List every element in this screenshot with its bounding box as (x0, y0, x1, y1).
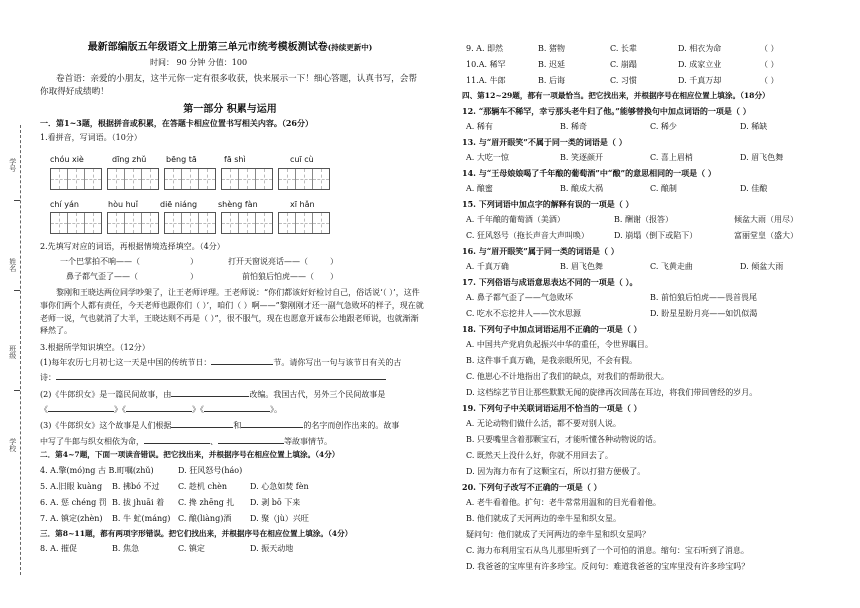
answer-paren[interactable]: （ ） (760, 76, 779, 85)
title-note: (持续更新中) (327, 43, 373, 52)
q17-option-d[interactable]: D. 盼星星盼月亮——如饥似渴 (650, 309, 758, 318)
q3-text: (1)每年农历七月初七这一天是中国的传统节日： (40, 358, 212, 367)
q13-option-b[interactable]: B. 笑逐颜开 (560, 153, 603, 162)
q14-option-c[interactable]: C. 酿制 (650, 184, 677, 193)
q12-option-d[interactable]: D. 稀缺 (740, 122, 768, 131)
q9-option-c[interactable]: C. 长辈 (610, 44, 637, 53)
q2-item: 一个巴掌拍不响——（ (60, 257, 140, 266)
q5-option-d[interactable]: D. 心急如焚 fèn (250, 482, 309, 491)
blank[interactable] (126, 411, 192, 412)
section-1-heading: 一．第1~3题，根据拼音或积累，在答题卡相应位置书写相关内容。（26分） (40, 118, 313, 128)
answer-grid[interactable] (221, 168, 273, 190)
q20-stem: 20. 下列句子改写不正确的一项是（ ） (462, 482, 602, 492)
q6-option-c[interactable]: C. 搀 zhēng 扎 (178, 498, 235, 507)
q20-option-a[interactable]: A. 老牛看着他。扩句：老牛常常用温和的目光看着他。 (466, 498, 661, 507)
q20-option-d[interactable]: D. 我爸爸的宝库里有许多珍宝。反问句：难道我爸爸的宝库里没有许多珍宝吗？ (466, 562, 750, 571)
q2-passage-1: 黎刚和王晓达两位同学吵架了，让王老师评理。王老师说：“你们都该好好检讨自己，俗话说‘（ ）’，这件事你们两个人都有责任，今天老师也跟你们（ ）’， (40, 288, 420, 310)
margin-label-xuexiao: 学校 (8, 438, 17, 452)
q16-stem: 16. 与“眉开眼笑”属于同一类的词语是（ ） (462, 246, 619, 256)
q18-option-a[interactable]: A. 中国共产党肩负起振兴中华的重任，令世界瞩目。 (466, 340, 653, 349)
q12-option-a[interactable]: A. 稀有 (466, 122, 493, 131)
margin-label-xuehao: 学号 (8, 158, 17, 172)
q11-option-c[interactable]: C. 习惯 (610, 76, 637, 85)
q16-option-b[interactable]: B. 眉飞色舞 (560, 262, 603, 271)
q9-option-a[interactable]: 9. A. 即然 (466, 44, 504, 53)
pinyin: shèng fàn (218, 200, 258, 209)
tear-line (20, 125, 21, 575)
q3-text: (3)《牛郎织女》这个故事是人们根据 (40, 421, 172, 430)
pinyin: chóu xiè (50, 155, 84, 164)
q3-line (40, 390, 385, 400)
answer-grid[interactable] (278, 212, 330, 234)
q11-option-d[interactable]: D. 千真万却 (678, 76, 722, 85)
blank[interactable] (218, 443, 284, 444)
margin-label-banji: 班级 (8, 345, 17, 359)
blank[interactable] (56, 379, 386, 380)
q19-stem: 19. 下列句子中关联词语运用不恰当的一项是（ ） (462, 403, 642, 413)
q8-option-d[interactable]: D. 振天动地 (250, 544, 294, 553)
q19-option-b[interactable]: B. 只要嘴里含着那颗宝石，才能听懂各种动物说的话。 (466, 435, 661, 444)
paren: ） (190, 257, 198, 266)
pinyin: xī hǎn (290, 200, 315, 209)
answer-grid[interactable] (278, 168, 330, 190)
q10-option-b[interactable]: B. 迟延 (538, 60, 565, 69)
answer-grid[interactable] (50, 168, 102, 190)
q11-option-b[interactable]: B. 后诲 (538, 76, 565, 85)
pinyin: chí yán (50, 200, 79, 209)
section-2-heading: 二．第4~7题，下面一项读音错误。把它找出来，并根据序号在相应位置上填涂。（4分） (40, 450, 340, 459)
pinyin: hòu huǐ (108, 200, 138, 209)
blank[interactable] (241, 427, 303, 428)
q3-text: 的名字而创作出来的。故事 (303, 421, 400, 430)
q3-line (40, 358, 401, 368)
margin-rule (14, 290, 20, 291)
q7-option-c[interactable]: C. 酿(liàng)酒 (178, 514, 232, 523)
q3-label: 3.根据所学知识填空。（12分） (40, 343, 150, 352)
q17-stem: 17. 下列俗语与成语意思表达不同的一项是（ ）。 (462, 277, 638, 287)
q15-stem: 15. 下列词语中加点字的解释有误的一项是（ ） (462, 199, 634, 209)
q14-stem: 14. 与“王母娘娘喝了千年酿的葡萄酒”中“酿”的意思相同的一项是（ ） (462, 168, 716, 178)
binding-margin (0, 0, 34, 608)
q20-option-c[interactable]: C. 海力布利用宝石从鸟儿那里听到了一个可怕的消息。缩句：宝石听到了消息。 (466, 546, 749, 555)
q18-option-b[interactable]: B. 这件事千真万确，是我亲眼所见，不会有假。 (466, 356, 637, 365)
q3-line (40, 437, 332, 447)
blank[interactable] (171, 396, 249, 397)
blank[interactable] (48, 411, 114, 412)
answer-grid[interactable] (164, 168, 216, 190)
q15-option-b2[interactable]: 倾盆大雨（用尽） (734, 215, 798, 224)
exam-title (40, 42, 420, 55)
q3-text: 》《 (114, 405, 126, 414)
q2-item: 前怕狼后怕虎——（ (242, 272, 314, 281)
q18-stem: 18. 下列句子中加点词语运用不正确的一项是（ ） (462, 324, 642, 334)
q19-option-c[interactable]: C. 既然天上没什么好，你就不用回去了。 (466, 451, 613, 460)
answer-grid[interactable] (107, 168, 159, 190)
q8-option-c[interactable]: C. 镇定 (178, 544, 205, 553)
q7-option-b[interactable]: B. 牛 虻(máng) (112, 514, 171, 523)
q3-text: 和 (233, 421, 242, 430)
q10-option-d[interactable]: D. 成家立业 (678, 60, 722, 69)
q3-text: 》。 (270, 405, 282, 414)
q13-option-d[interactable]: D. 眉飞色舞 (740, 153, 784, 162)
q12-stem: 12. “那辆车不稀罕，幸亏那头老牛归了他。”能够替换句中加点词语的一项是（ ） (462, 106, 751, 116)
q18-option-c[interactable]: C. 他崽心不计地指出了我们的缺点，对我们的帮助很大。 (466, 372, 669, 381)
q6-option-d[interactable]: D. 剥 bō 下来 (250, 498, 301, 507)
q15-option-c[interactable]: C. 狂风怒号（拖长声音大声叫唤） (466, 231, 589, 240)
blank[interactable] (204, 411, 270, 412)
q13-option-a[interactable]: A. 大吃一惊 (466, 153, 509, 162)
q1-label: 1.看拼音，写词语。（10分） (40, 133, 142, 142)
q14-option-d[interactable]: D. 佳酿 (740, 184, 768, 193)
q14-option-a[interactable]: A. 酿蜜 (466, 184, 493, 193)
section-4-heading: 四、第12~29题，都有一项最恰当。把它找出来，并根据序号在相应位置上填涂。（18分） (462, 91, 770, 100)
q9-option-b[interactable]: B. 猪物 (538, 44, 565, 53)
q5-option-a[interactable]: 5. A.旧眼 kuàng (40, 482, 103, 491)
q15-option-d[interactable]: D. 崩塌（倒下或陷下） (614, 231, 698, 240)
q14-option-b[interactable]: B. 酿成大祸 (560, 184, 603, 193)
q3-text: 节。请你写出一句与该节日有关的古 (273, 358, 402, 367)
blank[interactable] (144, 443, 210, 444)
q11-option-a[interactable]: 11.A. 牛郎 (466, 76, 506, 85)
paren: ） (190, 272, 198, 281)
q19-option-d[interactable]: D. 因为海力布有了这颗宝石，所以打猎方便极了。 (466, 467, 646, 476)
q9-option-d[interactable]: D. 相衣为命 (678, 44, 722, 53)
q3-text: 改编。我国古代，另外三个民间故事是 (249, 390, 386, 399)
q17-option-c[interactable]: C. 吃水不忘挖井人——饮水思源 (466, 309, 581, 318)
q10-option-c[interactable]: C. 崩蹋 (610, 60, 637, 69)
q20-option-b-cont: 疑问句：他们就成了天河两边的牵牛星和织女星吗？ (466, 530, 650, 539)
q5-option-b[interactable]: B. 拂bó 不过 (112, 482, 160, 491)
q8-option-a[interactable]: 8. A. 摧促 (40, 544, 78, 553)
answer-paren[interactable]: （ ） (760, 60, 779, 69)
q2-passage (40, 287, 424, 338)
q16-option-c[interactable]: C. 飞黄走曲 (650, 262, 693, 271)
blank[interactable] (171, 427, 233, 428)
margin-rule (14, 390, 20, 391)
q3-text: 等故事情节。 (284, 437, 332, 446)
q3-text: 》《 (192, 405, 204, 414)
title-text: 最新部编版五年级语文上册第三单元市统考模板测试卷 (87, 42, 328, 53)
pinyin: fā shì (224, 155, 246, 164)
pinyin: diē niáng (160, 200, 198, 209)
q2-item: 打开天窗说亮话——（ (228, 257, 308, 266)
q3-line (40, 373, 386, 383)
intro-text: 卷首语：亲爱的小朋友，这半元你一定有很多收获，快来展示一下！细心答题，认真书写，会帮你取得好成绩哟！ (40, 74, 417, 98)
q3-line (40, 421, 399, 431)
blank[interactable] (211, 364, 273, 365)
paren: ） (330, 272, 338, 281)
q15-option-a[interactable]: A. 千年酿的葡萄酒（美酒） (466, 215, 565, 224)
q12-option-c[interactable]: C. 稀少 (650, 122, 677, 131)
q4-option-c[interactable]: D. 狂风怒号(háo) (178, 466, 243, 475)
pinyin: bēng tā (166, 155, 197, 164)
q8-option-b[interactable]: B. 焦急 (112, 544, 139, 553)
pinyin: cuī cù (290, 155, 314, 164)
margin-label-xingming: 姓名 (8, 258, 17, 272)
q17-option-a[interactable]: A. 鼻子都气歪了——气急败坏 (466, 293, 573, 302)
q15-option-b[interactable]: B. 酬谢（报答） (614, 215, 673, 224)
q10-option-a[interactable]: 10.A. 稀罕 (466, 60, 506, 69)
answer-paren[interactable]: （ ） (760, 44, 779, 53)
q20-option-b[interactable]: B. 他们就成了天河两边的牵牛星和织女星。 (466, 514, 621, 523)
answer-grid[interactable] (164, 212, 216, 234)
q5-option-c[interactable]: C. 趁机 chèn (178, 482, 227, 491)
q6-option-b[interactable]: B. 拔 jhuāi 着 (112, 498, 165, 507)
margin-rule (14, 200, 20, 201)
answer-grid[interactable] (221, 212, 273, 234)
pinyin: dīng zhǔ (112, 155, 147, 164)
section-3-heading: 三．第8~11题，都有两项字形错误。把它们找出来，并根据序号在相应位置上填涂。（4分） (40, 529, 353, 538)
q12-option-b[interactable]: B. 稀奇 (560, 122, 587, 131)
q2-label: 2.先填写对应的词语，再根据情境选择填空。（4分） (40, 242, 225, 251)
q2-item: 鼻子都气歪了——（ (66, 272, 138, 281)
q7-option-a[interactable]: 7. A. 镇定(zhèn) (40, 514, 103, 523)
q2-passage-2: 咱们（ ）啊——”黎刚刚才还一副气急败坏的样子，现在就老师一说，气也就消了大半，王晓达则不再是（ ）”，很不服气，现在也愿意开诚布公地跟老师说，也就渐渐释然了。 (40, 300, 424, 336)
q13-option-c[interactable]: C. 喜上眉梢 (650, 153, 693, 162)
q19-option-a[interactable]: A. 无论动物们做什么活，都不要对别人说。 (466, 419, 621, 428)
q4-option-a[interactable]: 4. A.擎(mó)ng 古 B.町嘱(zhǔ) (40, 466, 154, 475)
part-heading: 第一部分 积累与运用 (183, 104, 277, 115)
paren: ） (330, 257, 338, 266)
q3-text: 、 (210, 437, 218, 446)
q3-text: 《 (40, 405, 48, 414)
q16-option-a[interactable]: A. 千真万确 (466, 262, 509, 271)
q7-option-d[interactable]: D. 聚（jù）兴旺 (250, 514, 309, 523)
q13-stem: 13. 与“眉开眼笑”不属于同一类的词语是（ ） (462, 137, 627, 147)
q3-text: (2)《牛郎织女》是一篇民间故事，由 (40, 390, 172, 399)
q3-text: 中写了牛郎与织女相依为命， (40, 437, 144, 446)
q3-line (40, 405, 282, 415)
exam-meta: 时间： 90 分钟 分值：100 (150, 58, 248, 67)
q18-option-d[interactable]: D. 这档综艺节目让那些默默无闻的旋律再次回荡在耳边，将我们带回曾经的岁月。 (466, 388, 758, 397)
q3-text: 诗： (40, 373, 56, 382)
q17-option-b[interactable]: B. 前怕狼后怕虎——畏首畏尾 (650, 293, 757, 302)
answer-grid[interactable] (50, 212, 102, 234)
q16-option-d[interactable]: D. 倾盆大雨 (740, 262, 784, 271)
q15-option-d2[interactable]: 富丽堂皇（盛大） (734, 231, 798, 240)
q6-option-a[interactable]: 6. A. 惩 chéng 罚 (40, 498, 107, 507)
answer-grid[interactable] (107, 212, 159, 234)
